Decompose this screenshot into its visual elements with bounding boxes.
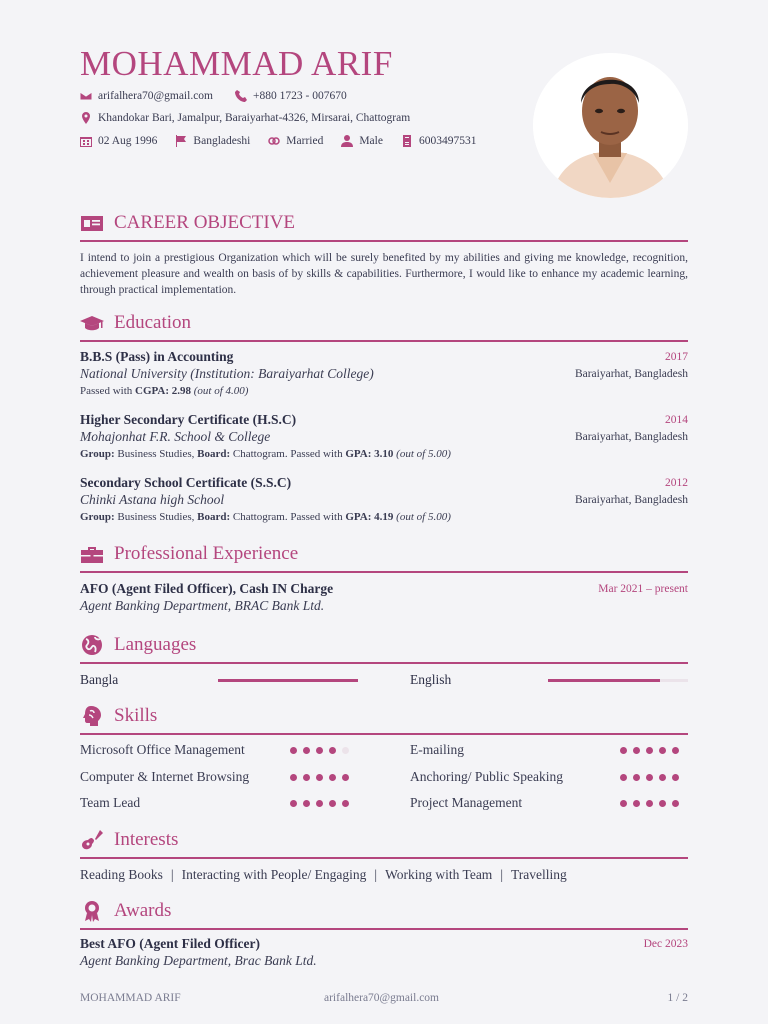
- envelope-icon: [80, 90, 92, 102]
- job-organization: Agent Banking Department, BRAC Bank Ltd.: [80, 598, 325, 613]
- briefcase-icon: [80, 543, 104, 565]
- profile-photo: [533, 53, 688, 198]
- skill-name: E-mailing: [410, 742, 464, 757]
- rating-dot: [303, 774, 310, 781]
- interest-item: Reading Books: [80, 867, 163, 882]
- rating-dot: [342, 800, 349, 807]
- awards-header: [80, 900, 688, 930]
- institution-name: Mohajonhat F.R. School & College: [80, 429, 271, 444]
- experience-title: Professional Experience: [114, 543, 299, 564]
- rating-dot: [329, 774, 336, 781]
- language-name: Bangla: [80, 672, 119, 687]
- languages-title: Languages: [114, 634, 197, 655]
- rating-dot: [620, 774, 627, 781]
- footer-name: MOHAMMAD ARIF: [80, 992, 181, 1004]
- brain-head-icon: [80, 705, 104, 727]
- career-objective-text: I intend to join a prestigious Organization which will be surely benefited by my abilities and giving me knowledge, recognition, achievement pleasure and wealth on basis of by skills & capabilities. Furthermore, I would like to enhance my academic learning, through practical implementation.: [80, 252, 688, 296]
- experience-header: [80, 543, 688, 573]
- address-row: [80, 112, 410, 124]
- address-item: [80, 112, 410, 124]
- rating-dot: [633, 800, 640, 807]
- award-organization: Agent Banking Department, Brac Bank Ltd.: [80, 953, 317, 968]
- education-entry: [80, 349, 688, 397]
- rating-dot: [290, 800, 297, 807]
- phone-text: +880 1723 - 007670: [253, 90, 347, 102]
- separator: |: [500, 867, 504, 882]
- rating-dot: [620, 800, 627, 807]
- language-name: English: [410, 672, 452, 687]
- rating-dot: [646, 800, 653, 807]
- marital-text: Married: [286, 135, 324, 147]
- address-text: Khandokar Bari, Jamalpur, Baraiyarhat-4326, Mirsarai, Chattogram: [98, 112, 411, 124]
- interest-item: Interacting with People/ Engaging: [181, 867, 367, 882]
- rating-dot: [646, 774, 653, 781]
- education-year: 2017: [665, 351, 688, 363]
- career-objective-header: [80, 212, 688, 242]
- skill-name: Microsoft Office Management: [80, 742, 245, 757]
- language-level-bar: [548, 679, 688, 682]
- id-badge-icon: [80, 212, 104, 234]
- email-text: arifalhera70@gmail.com: [98, 90, 213, 102]
- job-dates: Mar 2021 – present: [598, 583, 688, 595]
- education-header: [80, 312, 688, 342]
- rating-dot: [659, 774, 666, 781]
- marital-item: [268, 135, 323, 147]
- interests-list: [80, 867, 567, 883]
- location-pin-icon: [80, 112, 92, 124]
- education-entry: [80, 412, 688, 460]
- separator: |: [170, 867, 174, 882]
- rating-dot: [659, 747, 666, 754]
- languages-header: [80, 634, 688, 664]
- language-level-fill: [548, 679, 660, 682]
- language-level-fill: [218, 679, 358, 682]
- rating-dot: [633, 747, 640, 754]
- institution-name: National University (Institution: Baraiyarhat College): [80, 366, 374, 381]
- rating-dot: [303, 747, 310, 754]
- interests-title: Interests: [114, 829, 179, 850]
- dob-text: 02 Aug 1996: [98, 135, 158, 147]
- resume-name: MOHAMMAD ARIF: [80, 44, 393, 83]
- skills-title: Skills: [114, 705, 158, 726]
- rating-dot: [659, 800, 666, 807]
- rating-dot: [646, 747, 653, 754]
- result-note: Group: Business Studies, Board: Chattogram. Passed with GPA: 4.19 (out of 5.00): [80, 511, 451, 523]
- skill-rating: [290, 800, 349, 807]
- skill-rating: [620, 800, 679, 807]
- education-year: 2014: [665, 414, 688, 426]
- rating-dot: [672, 774, 679, 781]
- gender-item: [341, 135, 383, 147]
- experience-entry: [80, 581, 688, 614]
- language-level-bar: [218, 679, 358, 682]
- footer-email[interactable]: arifalhera70@gmail.com: [324, 992, 439, 1004]
- page-number: 1 / 2: [667, 992, 688, 1004]
- rating-dot: [290, 774, 297, 781]
- institution-name: Chinki Astana high School: [80, 492, 225, 507]
- rating-dot: [342, 747, 349, 754]
- education-location: Baraiyarhat, Bangladesh: [574, 494, 688, 506]
- id-card-icon: [401, 135, 413, 147]
- education-location: Baraiyarhat, Bangladesh: [574, 431, 688, 443]
- rating-dot: [329, 800, 336, 807]
- rating-dot: [342, 774, 349, 781]
- job-role: AFO (Agent Filed Officer), Cash IN Charge: [80, 581, 334, 596]
- interests-header: [80, 829, 688, 859]
- degree-title: Higher Secondary Certificate (H.S.C): [80, 412, 297, 427]
- education-entry: [80, 475, 688, 523]
- interest-item: Working with Team: [385, 867, 493, 882]
- rating-dot: [672, 800, 679, 807]
- user-icon: [341, 135, 353, 147]
- globe-icon: [80, 634, 104, 656]
- contact-row: [80, 90, 347, 102]
- degree-title: B.B.S (Pass) in Accounting: [80, 349, 234, 364]
- id-text: 6003497531: [418, 135, 477, 147]
- skill-rating: [620, 747, 679, 754]
- rating-dot: [316, 747, 323, 754]
- gender-text: Male: [359, 135, 383, 147]
- award-date: Dec 2023: [643, 938, 688, 950]
- id-item: [401, 135, 477, 147]
- rating-dot: [672, 747, 679, 754]
- award-ribbon-icon: [80, 900, 104, 922]
- phone-icon: [235, 90, 247, 102]
- result-note: Group: Business Studies, Board: Chattogram. Passed with GPA: 3.10 (out of 5.00): [80, 448, 451, 460]
- skill-rating: [620, 774, 679, 781]
- calendar-icon: [80, 135, 92, 147]
- education-title: Education: [114, 312, 192, 333]
- rings-icon: [268, 135, 280, 147]
- rating-dot: [633, 774, 640, 781]
- education-location: Baraiyarhat, Bangladesh: [574, 368, 688, 380]
- skill-name: Anchoring/ Public Speaking: [410, 769, 563, 784]
- result-note: Passed with CGPA: 2.98 (out of 4.00): [80, 385, 249, 397]
- skill-name: Team Lead: [80, 795, 141, 810]
- rating-dot: [316, 774, 323, 781]
- rating-dot: [303, 800, 310, 807]
- flag-icon: [175, 135, 187, 147]
- phone-item[interactable]: [235, 90, 347, 102]
- personal-row: [80, 135, 476, 147]
- awards-title: Awards: [114, 900, 172, 921]
- portrait-image: [533, 53, 688, 198]
- separator: |: [374, 867, 378, 882]
- skill-rating: [290, 774, 349, 781]
- skills-header: [80, 705, 688, 735]
- nationality-text: Bangladeshi: [193, 135, 251, 147]
- degree-title: Secondary School Certificate (S.S.C): [80, 475, 292, 490]
- email-item[interactable]: [80, 90, 213, 102]
- award-entry: [80, 936, 688, 969]
- rating-dot: [290, 747, 297, 754]
- guitar-icon: [80, 829, 104, 851]
- interest-item: Travelling: [511, 867, 567, 882]
- graduation-cap-icon: [80, 312, 104, 334]
- skill-name: Project Management: [410, 795, 523, 810]
- dob-item: [80, 135, 157, 147]
- award-name: Best AFO (Agent Filed Officer): [80, 936, 260, 951]
- skill-rating: [290, 747, 349, 754]
- rating-dot: [329, 747, 336, 754]
- education-year: 2012: [665, 477, 688, 489]
- career-objective-title: CAREER OBJECTIVE: [114, 212, 296, 233]
- skill-name: Computer & Internet Browsing: [80, 769, 250, 784]
- rating-dot: [316, 800, 323, 807]
- rating-dot: [620, 747, 627, 754]
- nationality-item: [175, 135, 250, 147]
